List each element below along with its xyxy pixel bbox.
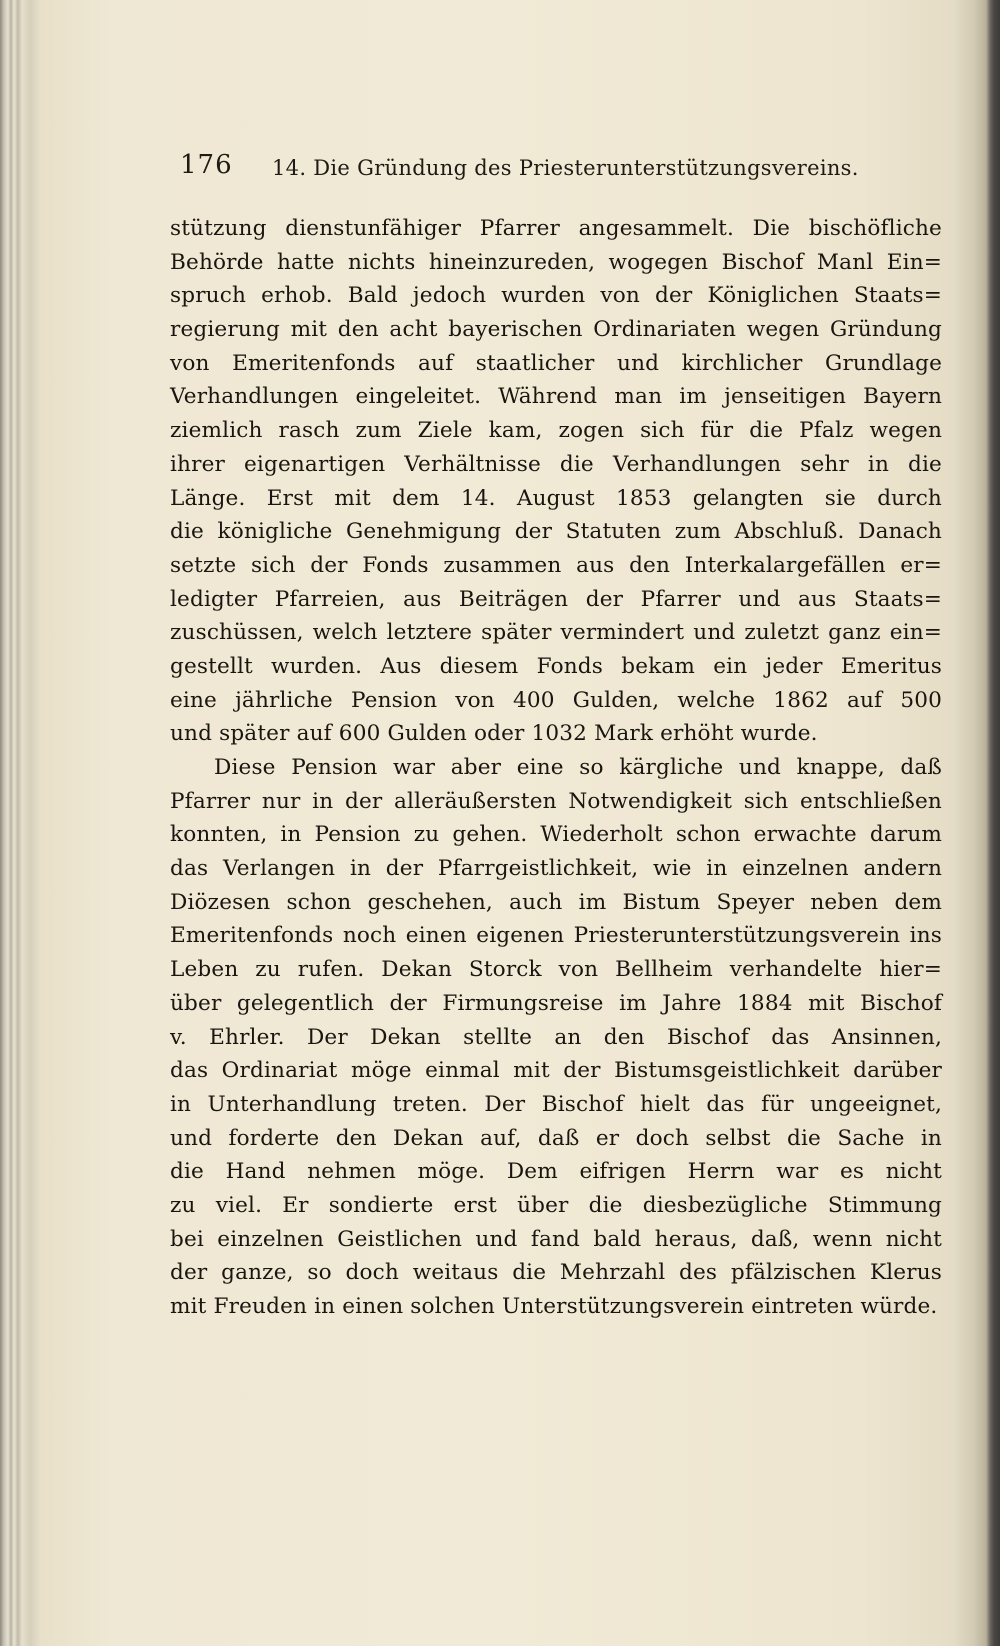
text-line: Pfarrer nur in der alleräußersten Notwendigkeit sich entschließen [170, 788, 942, 814]
text-line: Verhandlungen eingeleitet. Während man im jenseitigen Bayern [170, 384, 942, 410]
text-line: zuschüssen, welch letztere später vermindert und zuletzt ganz ein= [170, 620, 942, 646]
text-line: Behörde hatte nichts hineinzureden, wogegen Bischof Manl Ein= [170, 249, 942, 275]
text-line: konnten, in Pension zu gehen. Wiederholt schon erwachte darum [170, 822, 942, 848]
right-scan-edge [954, 0, 1000, 1646]
text-line: setzte sich der Fonds zusammen aus den Interkalargefällen er= [170, 552, 942, 578]
text-line: das Ordinariat möge einmal mit der Bistumsgeistlichkeit darüber [170, 1058, 942, 1084]
text-line: v. Ehrler. Der Dekan stellte an den Bischof das Ansinnen, [170, 1024, 942, 1050]
book-spine-edge [0, 0, 40, 1646]
text-line: die königliche Genehmigung der Statuten zum Abschluß. Danach [170, 519, 942, 545]
text-line: Länge. Erst mit dem 14. August 1853 gelangten sie durch [170, 485, 942, 511]
text-line: der ganze, so doch weitaus die Mehrzahl des pfälzischen Klerus [170, 1260, 942, 1286]
text-line: das Verlangen in der Pfarrgeistlichkeit, wie in einzelnen andern [170, 856, 942, 882]
text-line-paragraph-end: und später auf 600 Gulden oder 1032 Mark erhöht wurde. [170, 721, 818, 747]
text-line: bei einzelnen Geistlichen und fand bald heraus, daß, wenn nicht [170, 1226, 942, 1252]
text-line: Diözesen schon geschehen, auch im Bistum Speyer neben dem [170, 889, 942, 915]
text-line: gestellt wurden. Aus diesem Fonds bekam ein jeder Emeritus [170, 653, 942, 679]
text-line: und forderte den Dekan auf, daß er doch selbst die Sache in [170, 1125, 942, 1151]
page-header [180, 150, 880, 190]
text-line: ziemlich rasch zum Ziele kam, zogen sich für die Pfalz wegen [170, 418, 942, 444]
book-page [40, 0, 954, 1646]
text-line: stützung dienstunfähiger Pfarrer angesammelt. Die bischöfliche [170, 216, 942, 241]
text-line: Leben zu rufen. Dekan Storck von Bellheim verhandelte hier= [170, 957, 942, 983]
page-number: 176 [180, 150, 233, 180]
text-line: regierung mit den acht bayerischen Ordinariaten wegen Gründung [170, 317, 942, 343]
text-line: Emeritenfonds noch einen eigenen Priesterunterstützungsverein ins [170, 923, 942, 949]
text-line: eine jährliche Pension von 400 Gulden, welche 1862 auf 500 [170, 687, 942, 713]
text-line: in Unterhandlung treten. Der Bischof hielt das für ungeeignet, [170, 1091, 942, 1117]
running-head: 14. Die Gründung des Priesterunterstützungsvereins. [272, 156, 859, 180]
text-line: ihrer eigenartigen Verhältnisse die Verhandlungen sehr in die [170, 451, 942, 477]
text-line: zu viel. Er sondierte erst über die diesbezügliche Stimmung [170, 1192, 942, 1218]
text-line-paragraph-start: Diese Pension war aber eine so kärgliche und knappe, daß [214, 755, 942, 780]
text-line: über gelegentlich der Firmungsreise im Jahre 1884 mit Bischof [170, 990, 942, 1016]
text-line-paragraph-end: mit Freuden in einen solchen Unterstützungsverein eintreten würde. [170, 1294, 938, 1319]
text-line: die Hand nehmen möge. Dem eifrigen Herrn war es nicht [170, 1159, 942, 1185]
text-line: ledigter Pfarreien, aus Beiträgen der Pfarrer und aus Staats= [170, 586, 942, 612]
text-line: von Emeritenfonds auf staatlicher und kirchlicher Grundlage [170, 350, 942, 376]
text-line: spruch erhob. Bald jedoch wurden von der Königlichen Staats= [170, 283, 942, 309]
body-text [170, 212, 942, 1324]
